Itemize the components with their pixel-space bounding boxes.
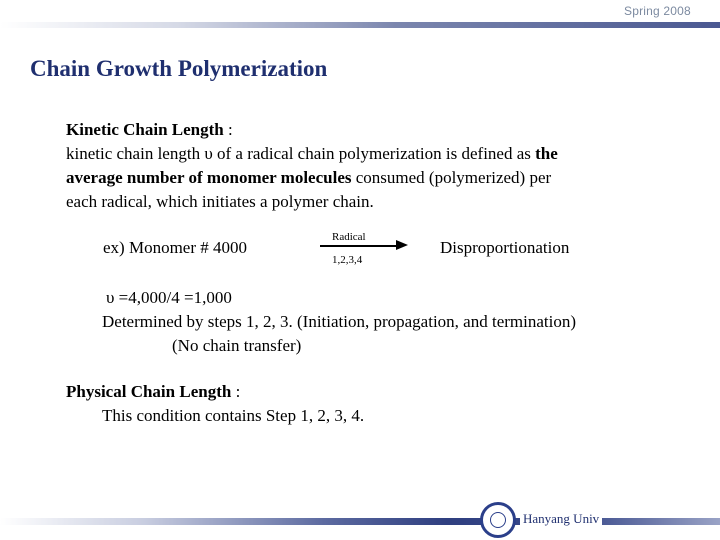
arrow-label-steps: 1,2,3,4 (332, 254, 363, 266)
university-seal-icon (480, 502, 516, 538)
example-product: Disproportionation (440, 238, 570, 257)
header-band (0, 22, 720, 28)
footer-band (0, 518, 720, 525)
kinetic-colon: : (223, 120, 233, 139)
kinetic-def-bold2: average number of monomer molecules (66, 168, 352, 187)
footer-institution: Hanyang Univ (520, 511, 602, 527)
calc-line2: Determined by steps 1, 2, 3. (Initiation, propagation, and termination) (102, 312, 576, 331)
arrow-label-radical: Radical (332, 231, 366, 243)
kinetic-def-text1: kinetic chain length υ of a radical chain polymerization is defined as (66, 144, 531, 163)
seal-inner-ring (490, 512, 506, 528)
arrow-head-icon (396, 240, 408, 250)
slide-title: Chain Growth Polymerization (30, 56, 328, 81)
physical-line: This condition contains Step 1, 2, 3, 4. (102, 406, 365, 425)
physical-colon: : (231, 382, 241, 401)
example-label: ex) Monomer # 4000 (103, 238, 248, 257)
kinetic-def-line3: each radical, which initiates a polymer chain. (66, 192, 374, 211)
kinetic-def-line2 (66, 166, 551, 190)
kinetic-def-line1 (66, 142, 558, 166)
kinetic-def-bold1: the (530, 144, 558, 163)
physical-heading: Physical Chain Length (66, 382, 232, 401)
kinetic-heading: Kinetic Chain Length (66, 120, 224, 139)
kinetic-def-text2: consumed (polymerized) per (351, 168, 552, 187)
calc-line3: (No chain transfer) (172, 336, 302, 355)
physical-heading-line (66, 380, 240, 404)
reaction-arrow (320, 245, 398, 247)
calc-line1: υ =4,000/4 =1,000 (106, 288, 232, 307)
kinetic-heading-line (66, 118, 233, 142)
term-label: Spring 2008 (624, 4, 691, 18)
